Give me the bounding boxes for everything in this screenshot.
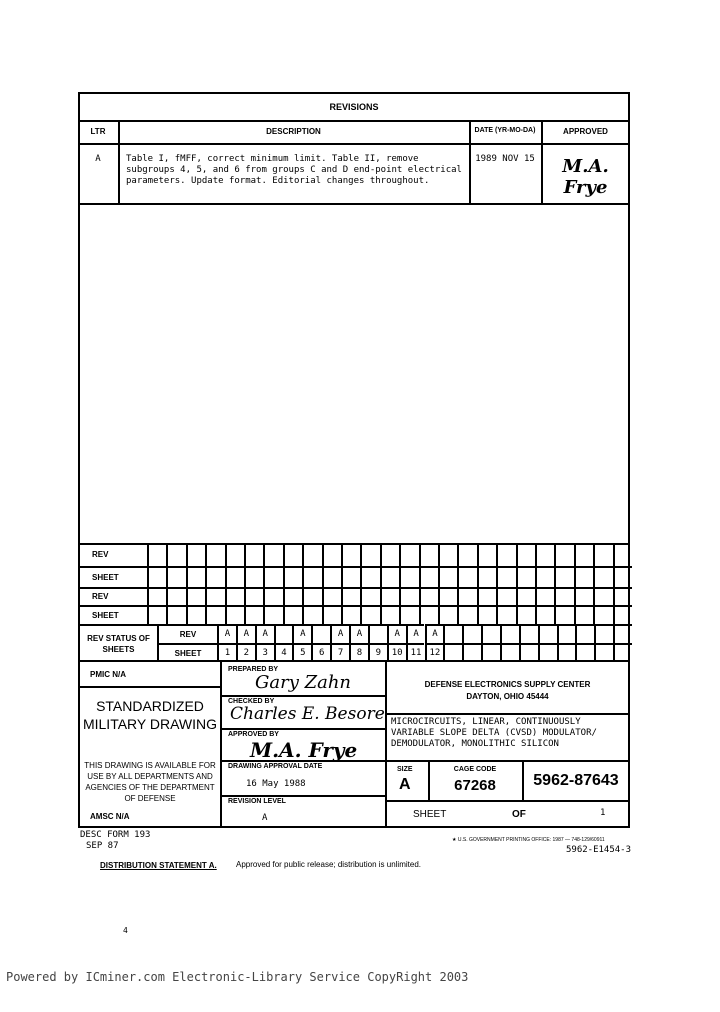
status-sheet-cell: 4 [274,643,293,662]
grid-cell [225,587,244,605]
grid-cell [283,566,302,587]
header-ltr: LTR [90,127,106,136]
grid-cell [360,605,379,624]
grid-cell [438,605,457,624]
grid-cell [205,605,224,624]
grid-cell [419,587,438,605]
grid-cell [186,566,205,587]
status-sheet-cell: 7 [330,643,349,662]
status-sheet-cell: 10 [387,643,406,662]
sheet-label: SHEET [413,809,447,820]
sheet-of: 1 [600,808,606,818]
status-sheet-cell: 5 [292,643,311,662]
grid-row-label: SHEET [80,566,147,587]
distribution-label: DISTRIBUTION STATEMENT A. [100,861,217,870]
rev-ltr: A [95,154,101,164]
status-rev-cell [443,624,462,643]
grid-cell [438,545,457,566]
grid-cell [496,545,515,566]
doc-id: 5962-E1454-3 [566,845,632,855]
grid-cell [147,605,166,624]
pmic: PMIC N/A [90,670,126,679]
grid-cell [477,545,496,566]
agency-name: DEFENSE ELECTRONICS SUPPLY CENTER [424,680,591,689]
grid-cell [244,545,263,566]
status-rev-cell: A [387,624,406,643]
grid-cell [322,566,341,587]
approved-by-label: APPROVED BY [228,731,279,738]
approved-by-signature: M.A. Frye [250,738,358,762]
grid-cell [205,545,224,566]
grid-row-label: SHEET [80,605,147,624]
status-rev-cell [538,624,557,643]
grid-cell [360,566,379,587]
rev-status-sheet-label: SHEET [157,643,217,662]
grid-cell [341,587,360,605]
rev-approved-signature: M.A. Frye [562,156,609,198]
grid-cell [205,587,224,605]
grid-cell [225,605,244,624]
status-sheet-cell: 2 [236,643,255,662]
status-rev-cell [557,624,576,643]
rev-status-grid [78,543,630,660]
status-rev-cell: A [406,624,425,643]
grid-cell [322,587,341,605]
status-rev-cell [274,624,293,643]
grid-cell [554,605,573,624]
status-rev-cell [481,624,500,643]
status-sheet-cell: 11 [406,643,425,662]
grid-cell [166,545,185,566]
grid-cell [322,605,341,624]
revision-level-label: REVISION LEVEL [228,798,286,805]
grid-cell [360,587,379,605]
amsc: AMSC N/A [90,812,130,821]
grid-cell [496,587,515,605]
grid-cell [535,605,554,624]
grid-cell [380,545,399,566]
grid-cell [574,605,593,624]
status-rev-cell: A [236,624,255,643]
grid-cell [457,566,476,587]
grid-cell [535,545,554,566]
grid-cell [263,566,282,587]
grid-cell [147,566,166,587]
cage-label: CAGE CODE [453,766,497,773]
grid-cell [166,566,185,587]
approval-date-label: DRAWING APPROVAL DATE [228,763,323,770]
grid-cell [438,587,457,605]
grid-cell [613,605,632,624]
status-rev-cell [575,624,594,643]
status-rev-cell [594,624,613,643]
grid-cell [613,545,632,566]
grid-cell [263,587,282,605]
status-rev-cell [519,624,538,643]
grid-row-label: REV [92,550,109,559]
grid-cell [457,605,476,624]
rev-date: 1989 NOV 15 [475,154,535,164]
grid-cell [302,605,321,624]
grid-cell [457,587,476,605]
grid-cell [147,587,166,605]
of-label: OF [512,809,526,820]
grid-cell [496,566,515,587]
rev-status-label: REV STATUS OF SHEETS [80,624,157,662]
header-approved: APPROVED [563,127,608,136]
grid-cell [166,587,185,605]
grid-cell [419,566,438,587]
status-rev-cell: A [217,624,236,643]
grid-cell [380,587,399,605]
status-rev-cell [368,624,387,643]
revision-level: A [262,813,268,823]
status-rev-cell [462,624,481,643]
grid-cell [399,545,418,566]
grid-cell [516,587,535,605]
grid-cell [283,587,302,605]
prepared-by-signature: Gary Zahn [255,672,352,693]
grid-cell [399,566,418,587]
agency-location: DAYTON, OHIO 45444 [466,692,549,701]
grid-cell [477,587,496,605]
status-rev-cell: A [425,624,444,643]
grid-cell [399,587,418,605]
status-sheet-cell: 9 [368,643,387,662]
grid-cell [341,545,360,566]
grid-cell [613,587,632,605]
status-rev-cell: A [349,624,368,643]
grid-row-label: REV [80,587,147,605]
grid-cell [593,566,612,587]
grid-cell [186,545,205,566]
size-label: SIZE [397,766,413,773]
drawing-number: 5962-87643 [533,772,619,789]
checked-by-signature: Charles E. Besore [230,704,385,724]
form-date: SEP 87 [86,841,119,851]
status-sheet-cell: 12 [425,643,444,662]
prepared-by-label: PREPARED BY [228,666,279,673]
status-rev-cell [500,624,519,643]
status-rev-cell [613,624,632,643]
grid-cell [225,545,244,566]
grid-cell [205,566,224,587]
status-rev-cell: A [292,624,311,643]
grid-cell [244,566,263,587]
grid-cell [516,545,535,566]
grid-cell [322,545,341,566]
grid-cell [535,566,554,587]
grid-cell [380,566,399,587]
status-sheet-cell: 3 [255,643,274,662]
grid-cell [263,545,282,566]
grid-cell [477,566,496,587]
header-description: DESCRIPTION [266,127,321,136]
drawing-title: MICROCIRCUITS, LINEAR, CONTINUOUSLY VARIABLE SLOPE DELTA (CVSD) MODULATOR/ DEMODULATOR, MONOLITHIC SILICON [391,717,597,749]
revisions-title: REVISIONS [329,102,379,112]
grid-cell [516,566,535,587]
grid-cell [438,566,457,587]
grid-cell [360,545,379,566]
grid-cell [593,545,612,566]
grid-cell [613,566,632,587]
grid-cell [554,587,573,605]
approval-date: 16 May 1988 [246,779,306,789]
status-sheet-cell: 8 [349,643,368,662]
checked-by-label: CHECKED BY [228,698,275,705]
status-rev-cell: A [255,624,274,643]
grid-cell [244,605,263,624]
grid-cell [283,545,302,566]
grid-cell [554,566,573,587]
gpo-note: ★ U.S. GOVERNMENT PRINTING OFFICE: 1987 — 748-129/60911 [452,837,605,843]
grid-cell [186,605,205,624]
standardized-military-drawing: STANDARDIZED MILITARY DRAWING [82,698,218,732]
grid-cell [516,605,535,624]
grid-cell [574,566,593,587]
grid-cell [574,545,593,566]
availability-note: THIS DRAWING IS AVAILABLE FOR USE BY ALL DEPARTMENTS AND AGENCIES OF THE DEPARTMENT OF DEFENSE [84,761,216,803]
status-sheet-cell: 1 [217,643,236,662]
grid-cell [593,605,612,624]
grid-cell [263,605,282,624]
grid-cell [554,545,573,566]
grid-cell [341,566,360,587]
grid-cell [496,605,515,624]
header-date: DATE (YR-MO-DA) [474,127,536,134]
grid-cell [593,587,612,605]
distribution-text: Approved for public release; distribution is unlimited. [236,860,421,869]
grid-cell [147,545,166,566]
grid-cell [341,605,360,624]
grid-cell [225,566,244,587]
grid-cell [477,605,496,624]
grid-cell [419,545,438,566]
rev-description: Table I, fMFF, correct minimum limit. Table II, remove subgroups 4, 5, and 6 from groups C and D end-point electrical parameters. Update format. Editorial changes throughout. [126,154,462,186]
grid-cell [399,605,418,624]
grid-cell [457,545,476,566]
grid-cell [419,605,438,624]
grid-cell [186,587,205,605]
grid-cell [283,605,302,624]
page-mark: 4 [123,926,128,935]
grid-cell [302,545,321,566]
status-rev-cell: A [330,624,349,643]
powered-by: Powered by ICminer.com Electronic-Library Service CopyRight 2003 [6,970,469,984]
grid-cell [380,605,399,624]
status-sheet-cell: 6 [311,643,330,662]
grid-cell [302,566,321,587]
cage-code: 67268 [454,777,496,794]
grid-cell [574,587,593,605]
grid-cell [166,605,185,624]
size: A [399,776,411,793]
grid-cell [302,587,321,605]
status-rev-cell [311,624,330,643]
grid-cell [244,587,263,605]
rev-status-rev-label: REV [157,624,217,643]
grid-cell [535,587,554,605]
form-number: DESC FORM 193 [80,830,151,840]
